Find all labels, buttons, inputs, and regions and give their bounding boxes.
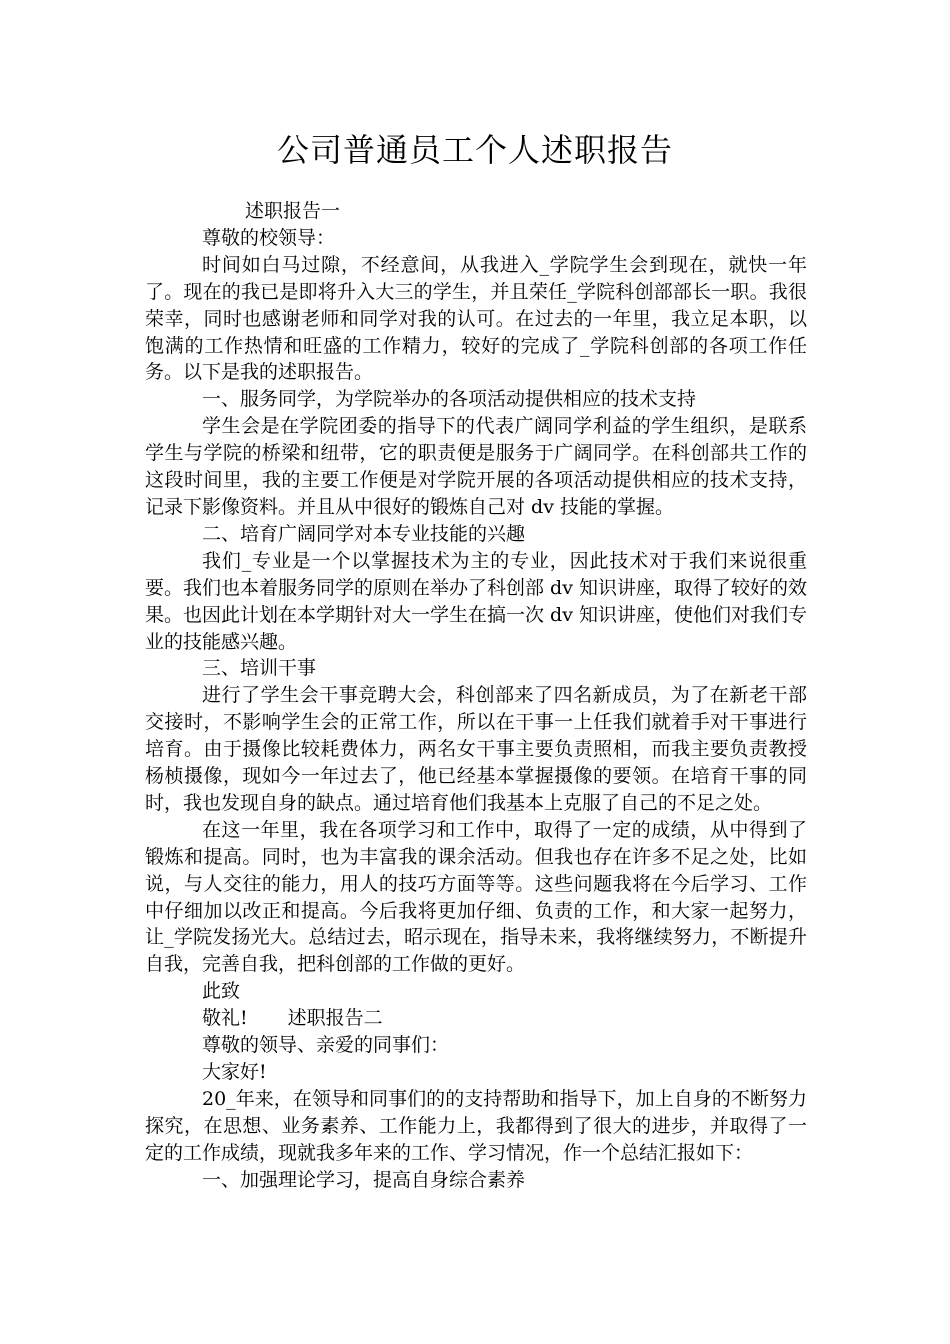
paragraph: 时间如白马过隙，不经意间，从我进入_学院学生会到现在，就快一年了。现在的我已是即将升入大三的学生，并且荣任_学院科创部部长一职。我很荣幸，同时也感谢老师和同学对我的认可。在过去的一年里，我立足本职，以饱满的工作热情和旺盛的工作精力，较好的完成了_学院科创部的各项工作任务。以下是我的述职报告。: [145, 253, 807, 384]
subheading: 二、培育广阔同学对本专业技能的兴趣: [202, 522, 526, 545]
greeting: 大家好!: [202, 1061, 267, 1083]
document-body: [145, 198, 807, 1194]
paragraph: 我们_专业是一个以掌握技术为主的专业，因此技术对于我们来说很重要。我们也本着服务同学的原则在举办了科创部 dv 知识讲座，取得了较好的效果。也因此计划在本学期针对大一学生在搞一次 dv 知识讲座，使他们对我们专业的技能感兴趣。: [145, 549, 807, 653]
subheading: 一、服务同学，为学院举办的各项活动提供相应的技术支持: [202, 388, 697, 411]
document-title: 公司普通员工个人述职报告: [276, 131, 673, 169]
section-heading: 述职报告一: [245, 200, 341, 222]
paragraph: 20_年来，在领导和同事们的的支持帮助和指导下，加上自身的不断努力探究，在思想、业务素养、工作能力上，我都得到了很大的进步，并取得了一定的工作成绩，现就我多年来的工作、学习情况，作一个总结汇报如下：: [145, 1087, 807, 1164]
paragraph: 学生会是在学院团委的指导下的代表广阔同学利益的学生组织，是联系学生与学院的桥梁和纽带，它的职责便是服务于广阔同学。在科创部共工作的这段时间里，我的主要工作便是对学院开展的各项活动提供相应的技术支持，记录下影像资料。并且从中很好的锻炼自己对 dv 技能的掌握。: [145, 415, 807, 518]
salutation: 尊敬的领导、亲爱的同事们：: [202, 1034, 450, 1057]
closing: 此致: [202, 980, 241, 1003]
paragraph: 在这一年里，我在各项学习和工作中，取得了一定的成绩，从中得到了锻炼和提高。同时，也为丰富我的课余活动。但我也存在许多不足之处，比如说，与人交往的能力，用人的技巧方面等等。这些问题我将在今后学习、工作中仔细加以改正和提高。今后我将更加仔细、负责的工作，和大家一起努力，让_学院发扬光大。总结过去，昭示现在，指导未来，我将继续努力，不断提升自我，完善自我，把科创部的工作做的更好。: [145, 818, 807, 976]
closing-line: [145, 1005, 807, 1032]
closing-regards: 敬礼!: [202, 1007, 248, 1030]
subheading: 三、培训干事: [202, 657, 317, 680]
section-heading: 述职报告二: [287, 1007, 383, 1030]
salutation: 尊敬的校领导：: [202, 226, 336, 249]
subheading: 一、加强理论学习，提高自身综合素养: [202, 1168, 526, 1191]
paragraph: 进行了学生会干事竞聘大会，科创部来了四名新成员，为了在新老干部交接时，不影响学生会的正常工作，所以在干事一上任我们就着手对干事进行培育。由于摄像比较耗费体力，两名女干事主要负责照相，而我主要负责教授杨桢摄像，现如今一年过去了，他已经基本掌握摄像的要领。在培育干事的同时，我也发现自身的缺点。通过培育他们我基本上克服了自己的不足之处。: [145, 684, 807, 814]
